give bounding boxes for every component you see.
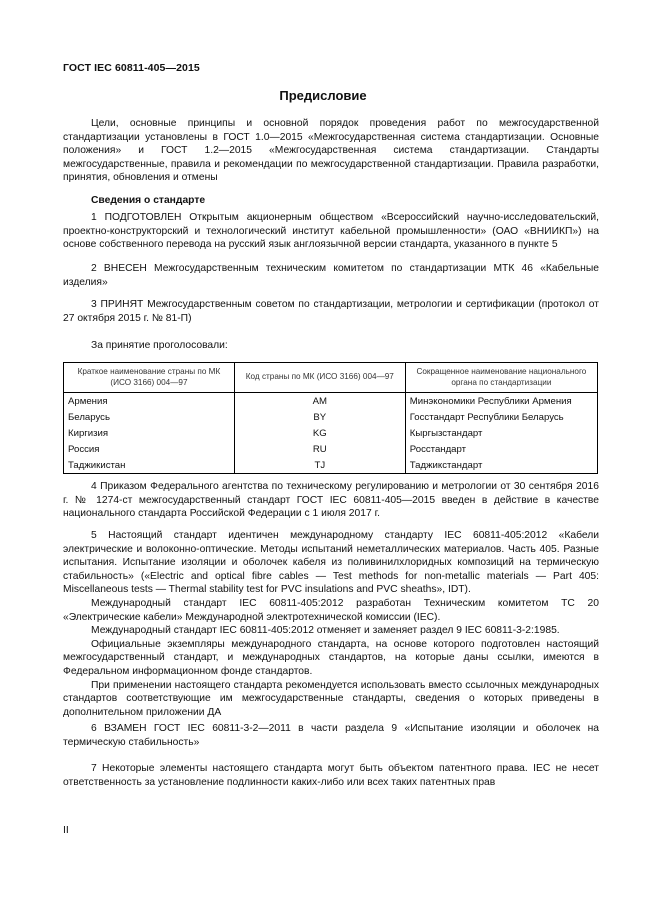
table-row (64, 441, 598, 457)
table-row (64, 409, 598, 425)
table-row (64, 393, 598, 410)
item-3-paragraph: 3 ПРИНЯТ Межгосударственным советом по стандартизации, метрологии и сертификации (протокол от 27 октября 2015 г. № 81-П) (63, 299, 599, 324)
item-5-paragraph: При применении настоящего стандарта рекомендуется использовать вместо ссылочных международных стандартов соответствующие им межгосударственные стандарты, сведения о которых приведены в дополнительном приложении ДА (63, 679, 599, 718)
table-cell-country: Армения (64, 393, 235, 410)
intro-paragraph: Цели, основные принципы и основной порядок проведения работ по межгосударственной стандартизации установлены в ГОСТ 1.0—2015 «Межгосударственная система стандартизации. Основные положения» и ГОСТ 1.2—2015 «Межгосударственная система стандартизации. Стандарты межгосударственные, правила и рекомендации по межгосударственной стандартизации. Правила разработки, принятия, обновления и отмены (63, 118, 599, 184)
page-number: II (63, 824, 69, 836)
item-5-paragraph: Международный стандарт IEC 60811-405:2012 отменяет и заменяет раздел 9 IEC 60811-3-2:1985. (91, 625, 560, 637)
table-cell-code: TJ (234, 457, 405, 474)
info-heading: Сведения о стандарте (91, 195, 206, 206)
intro-paragraph-block (63, 117, 599, 185)
table-cell-country: Беларусь (64, 409, 235, 425)
document-code-header: ГОСТ IEC 60811-405—2015 (63, 62, 200, 74)
item-5-paragraph: 5 Настоящий стандарт идентичен международному стандарту IEC 60811-405:2012 «Кабели электрические и волоконно-оптические. Методы испытаний неметаллических материалов. Часть 405. Разные испытания. Испытание изоляции и оболочек кабеля из поливинилхлоридных композиций на термическую стабильность» («Electric and optical fibre cables — Test methods for non-metallic materials — Part 405: Miscellaneous tests — Thermal stability test for PVC insulations and PVC sheaths», IDT). (63, 530, 599, 596)
table-header-code: Код страны по МК (ИСО 3166) 004—97 (234, 363, 405, 393)
item-3-block (63, 298, 599, 325)
item-2-block (63, 262, 599, 289)
table-cell-code: AM (234, 393, 405, 410)
table-cell-body: Росстандарт (405, 441, 597, 457)
item-4-paragraph: 4 Приказом Федерального агентства по техническому регулированию и метрологии от 30 сентября 2016 г. № 1274-ст межгосударственный стандарт ГОСТ IEC 60811-405—2015 введен в действие в качестве национального стандарта Российской Федерации с 1 июля 2017 г. (63, 481, 599, 520)
item-1-paragraph: 1 ПОДГОТОВЛЕН Открытым акционерным обществом «Всероссийский научно-исследовательский, проектно-конструкторский и технологический институт кабельной промышленности» (ОАО «ВНИИКП») на основе собственного перевода на русский язык англоязычной версии стандарта, указанного в пункте 5 (63, 212, 599, 251)
table-cell-body: Таджикстандарт (405, 457, 597, 474)
item-5-block (63, 529, 599, 719)
item-7-paragraph: 7 Некоторые элементы настоящего стандарта могут быть объектом патентного права. IEC не несет ответственность за установление подлинности каких-либо или всех таких патентных прав (63, 763, 599, 788)
info-heading-block (63, 194, 599, 208)
table-row (64, 425, 598, 441)
table-cell-country: Таджикистан (64, 457, 235, 474)
table-cell-body: Госстандарт Республики Беларусь (405, 409, 597, 425)
item-6-paragraph: 6 ВЗАМЕН ГОСТ IEC 60811-3-2—2011 в части раздела 9 «Испытание изоляции и оболочек на термическую стабильность» (63, 723, 599, 748)
table-cell-country: Россия (64, 441, 235, 457)
table-cell-body: Кыргызстандарт (405, 425, 597, 441)
item-5-paragraph: Международный стандарт IEC 60811-405:2012 разработан Техническим комитетом ТС 20 «Электрические кабели» Международной электротехнической комиссии (IEC). (63, 597, 599, 623)
table-cell-code: KG (234, 425, 405, 441)
item-2-paragraph: 2 ВНЕСЕН Межгосударственным техническим комитетом по стандартизации МТК 46 «Кабельные изделия» (63, 263, 599, 288)
vote-intro-block (63, 339, 599, 353)
item-5-paragraph: Официальные экземпляры международного стандарта, на основе которого подготовлен настоящий межгосударственный стандарт, и международных стандартов, на которые даны ссылки, имеются в Федеральном информационном фонде стандартов. (63, 638, 599, 677)
voting-table (63, 362, 598, 474)
table-row (64, 457, 598, 474)
table-header-body: Сокращенное наименование национального органа по стандартизации (405, 363, 597, 393)
table-header-row (64, 363, 598, 393)
table-cell-country: Киргизия (64, 425, 235, 441)
table-header-country: Краткое наименование страны по МК (ИСО 3166) 004—97 (64, 363, 235, 393)
item-7-block (63, 762, 599, 789)
table-cell-body: Минэкономики Республики Армения (405, 393, 597, 410)
vote-intro: За принятие проголосовали: (91, 340, 228, 351)
table-cell-code: BY (234, 409, 405, 425)
table-cell-code: RU (234, 441, 405, 457)
page-title: Предисловие (279, 88, 367, 103)
item-4-block (63, 480, 599, 521)
item-1-block (63, 211, 599, 252)
item-6-block (63, 722, 599, 749)
